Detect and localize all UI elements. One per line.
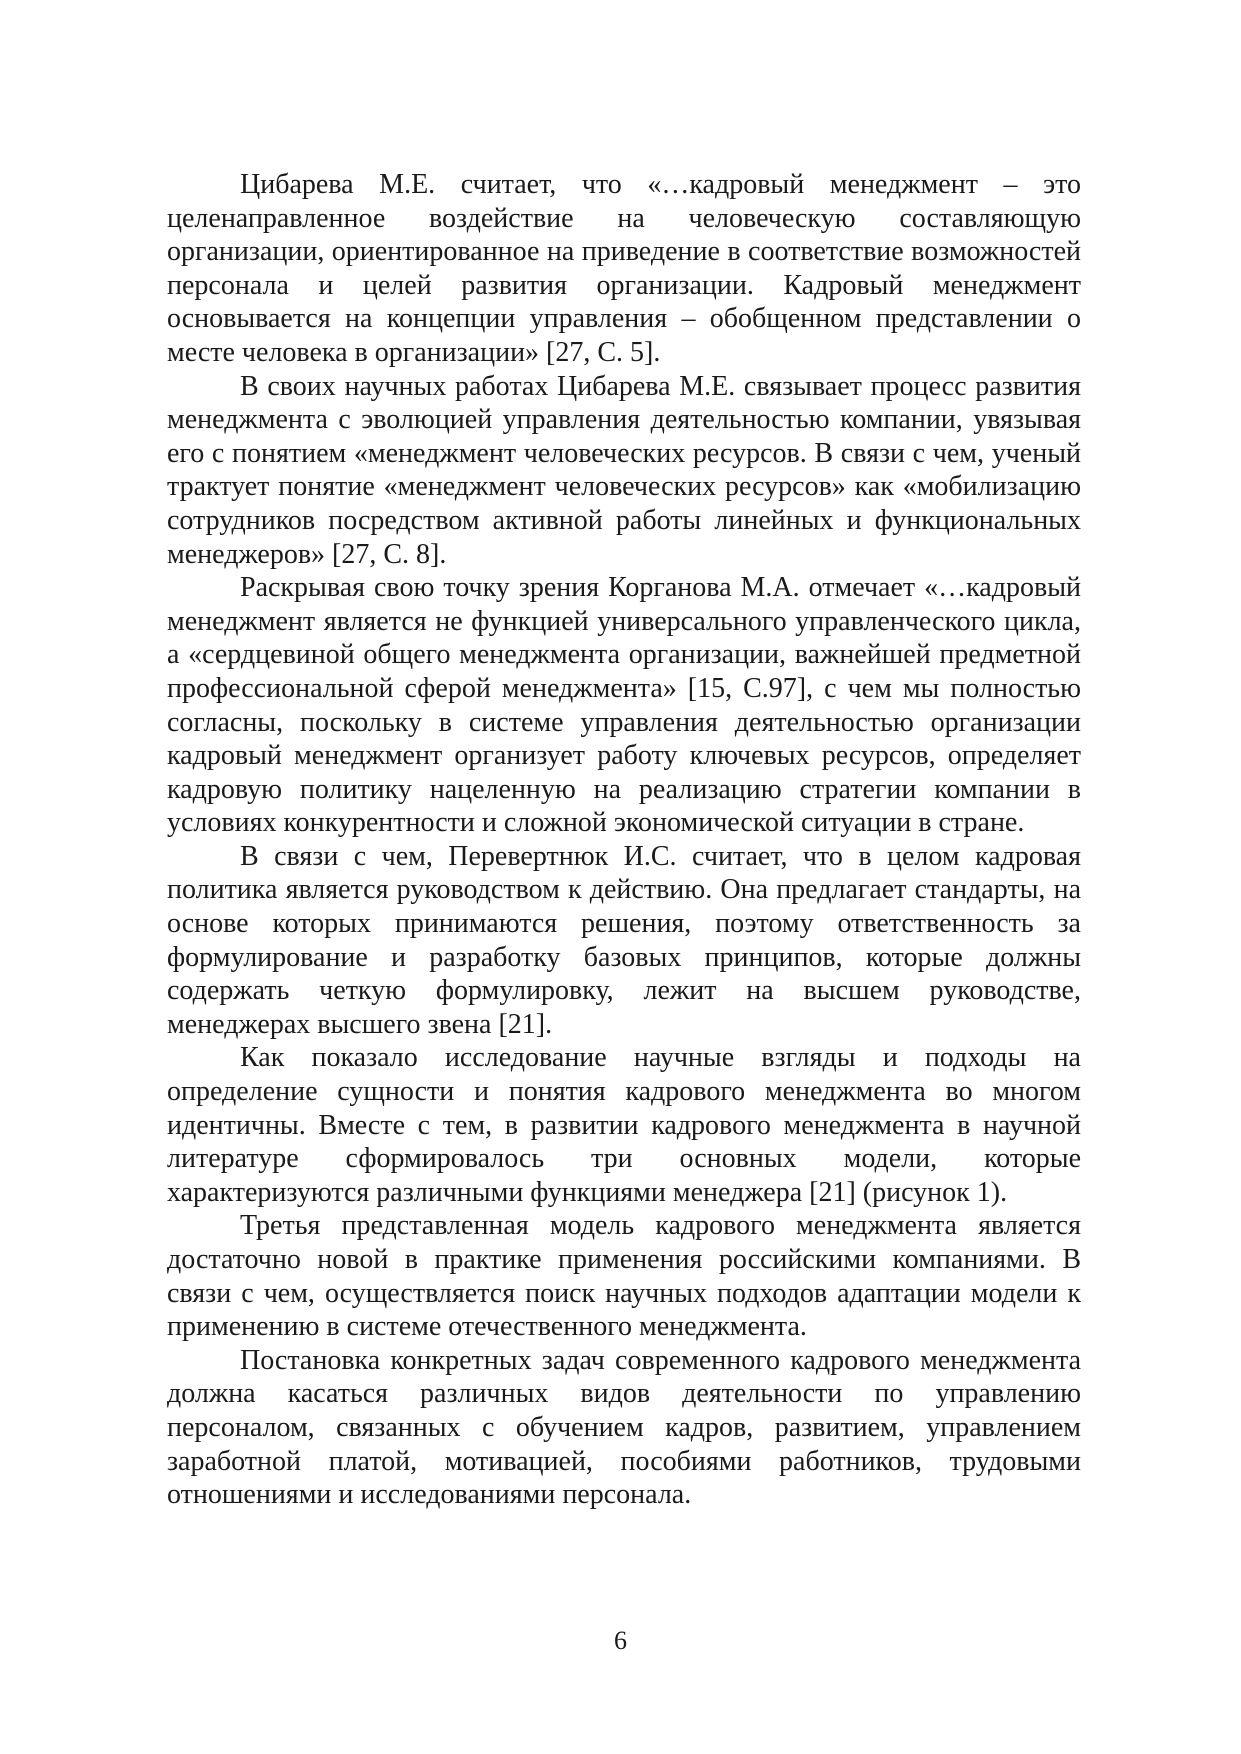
paragraph-7: Постановка конкретных задач современного кадрового менеджмента должна касаться различных видов деятельности по управлению персоналом, связанных с обучением кадров, развитием, управлением заработной платой, мотивацией, пособиями работников, трудовыми отношениями и исследованиями персонала. [167,1344,1081,1511]
paragraph-2: В своих научных работах Цибарева М.Е. связывает процесс развития менеджмента с эволюцией управления деятельностью компании, увязывая его с понятием «менеджмент человеческих ресурсов. В связи с чем, ученый трактует понятие «менеджмент человеческих ресурсов» как «мобилизацию сотрудников посредством активной работы линейных и функциональных менеджеров» [27, С. 8]. [167,370,1081,570]
paragraph-4: В связи с чем, Перевертнюк И.С. считает, что в целом кадровая политика является руководством к действию. Она предлагает стандарты, на основе которых принимаются решения, поэтому ответственность за формулирование и разработку базовых принципов, которые должны содержать четкую формулировку, лежит на высшем руководстве, менеджерах высшего звена [21]. [167,840,1081,1040]
paragraph-6: Третья представленная модель кадрового менеджмента является достаточно новой в практике применения российскими компаниями. В связи с чем, осуществляется поиск научных подходов адаптации модели к применению в системе отечественного менеджмента. [167,1210,1081,1343]
paragraph-3: Раскрывая свою точку зрения Корганова М.А. отмечает «…кадровый менеджмент является не функцией универсального управленческого цикла, а «сердцевиной общего менеджмента организации, важнейшей предметной профессиональной сферой менеджмента» [15, С.97], с чем мы полностью согласны, поскольку в системе управления деятельностью организации кадровый менеджмент организует работу ключевых ресурсов, определяет кадровую политику нацеленную на реализацию стратегии компании в условиях конкурентности и сложной экономической ситуации в стране. [167,572,1081,839]
paragraph-1: Цибарева М.Е. считает, что «…кадровый менеджмент – это целенаправленное воздействие на человеческую составляющую организации, ориентированное на приведение в соответствие возможностей персонала и целей развития организации. Кадровый менеджмент основывается на концепции управления – обобщенном представлении о месте человека в организации» [27, С. 5]. [167,169,1081,368]
paragraph-5: Как показало исследование научные взгляды и подходы на определение сущности и понятия кадрового менеджмента во многом идентичны. Вместе с тем, в развитии кадрового менеджмента в научной литературе сформировалось три основных модели, которые характеризуются различными функциями менеджера [21] (рисунок 1). [167,1042,1081,1208]
page-number: 6 [614,1626,627,1655]
body-text [167,168,1081,1512]
